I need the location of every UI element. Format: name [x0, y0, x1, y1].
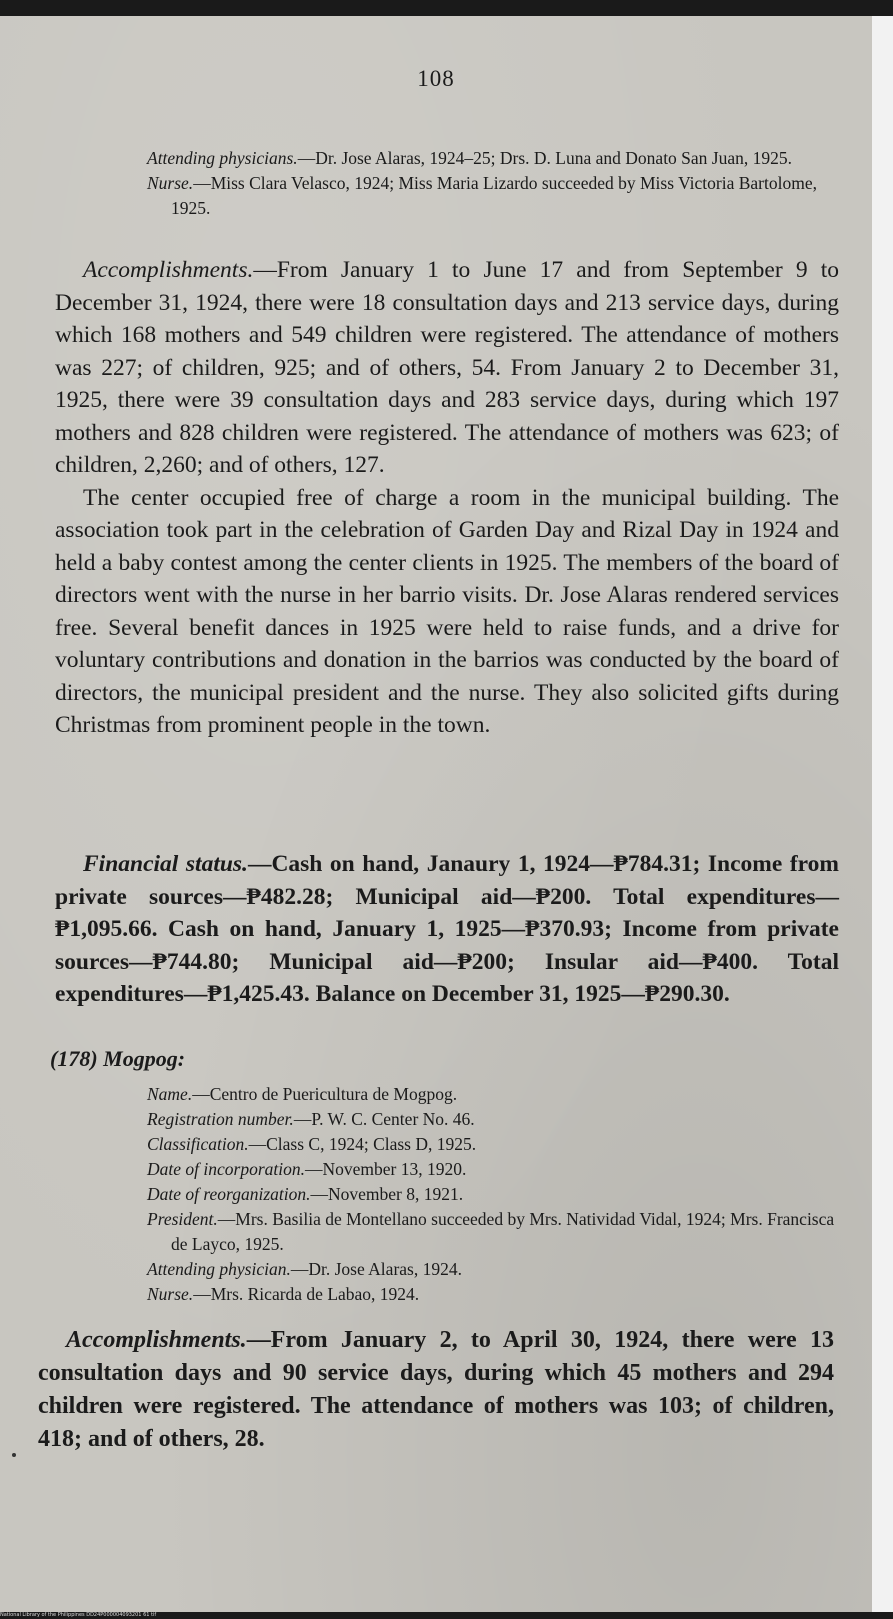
main-text-block-2 [38, 1324, 834, 1456]
detail-name [147, 1082, 837, 1107]
detail-text: —November 8, 1921. [310, 1184, 464, 1204]
center-paragraph: The center occupied free of charge a room in the municipal building. The association took part in the celebration of Garden Day and Rizal Day in 1924 and held a baby contest among the center clients in 1925. The members of the board of directors went with the nurse in her barrio visits. Dr. Jose Alaras rendered services free. Several benefit dances in 1925 were held to raise funds, and a drive for voluntary contributions and donation in the barrios was conducted by the board of directors, the municipal president and the nurse. They also solicited gifts during Christmas from prominent people in the town. [55, 484, 839, 738]
detail-label: Registration number. [147, 1109, 294, 1129]
detail-text: —Class C, 1924; Class D, 1925. [248, 1134, 477, 1154]
entry-label: Attending physicians. [147, 148, 298, 168]
paragraph-text: —From January 1 to June 17 and from September 9 to December 31, 1924, there were 18 consultation days and 213 service days, during which 168 mothers and 549 children were registered. The attendance of mothers was 227; of children, 925; and of others, 54. From January 2 to December 31, 1925, there were 39 consultation days and 283 service days, during which 197 mothers and 828 children were registered. The attendance of mothers was 623; of children, 2,260; and of others, 127. [55, 257, 839, 478]
detail-label: Classification. [147, 1134, 249, 1154]
staff-list-top [147, 146, 837, 221]
accomplishments-paragraph-2 [38, 1324, 834, 1456]
margin-dot [12, 1453, 16, 1457]
financial-status-block [55, 848, 839, 1011]
detail-label: Name. [147, 1084, 193, 1104]
main-text-block-1 [55, 254, 839, 742]
paragraph-text: —Cash on hand, Janaury 1, 1924—₱784.31; Income from private sources—₱482.28; Municipal aid—₱200. Total expenditures—₱1,095.66. Cash on hand, January 1, 1925—₱370.93; Income from private sources—₱744.80; Municipal aid—₱200; Insular aid—₱400. Total expenditures—₱1,425.43. Balance on December 31, 1925—₱290.30. [55, 851, 839, 1007]
detail-president [147, 1207, 837, 1257]
entry-text: —Miss Clara Velasco, 1924; Miss Maria Lizardo succeeded by Miss Victoria Bartolome, 1925. [171, 173, 817, 218]
entry-text: —Dr. Jose Alaras, 1924–25; Drs. D. Luna and Donato San Juan, 1925. [297, 148, 793, 168]
detail-label: Attending physician. [147, 1259, 291, 1279]
detail-text: —P. W. C. Center No. 46. [293, 1109, 475, 1129]
detail-label: Date of incorporation. [147, 1159, 305, 1179]
entry-label: Nurse. [147, 173, 194, 193]
paragraph-lead: Accomplishments. [66, 1327, 247, 1353]
detail-reorganization [147, 1182, 837, 1207]
scan-edge [872, 16, 893, 1612]
financial-status-paragraph [55, 848, 839, 1011]
detail-text: —Centro de Puericultura de Mogpog. [192, 1084, 458, 1104]
nurse-entry [147, 171, 837, 221]
detail-text: —Dr. Jose Alaras, 1924. [290, 1259, 462, 1279]
attending-physicians-entry [147, 146, 837, 171]
detail-text: —Mrs. Ricarda de Labao, 1924. [193, 1284, 420, 1304]
detail-text: —Mrs. Basilia de Montellano succeeded by Mrs. Natividad Vidal, 1924; Mrs. Francisca de Layco, 1925. [171, 1209, 835, 1254]
section-heading: (178) Mogpog: [50, 1046, 186, 1071]
scan-footer: National Library of the Philippines DD24P000004093201 61 tif [0, 1612, 157, 1618]
detail-physician [147, 1257, 837, 1282]
detail-incorporation [147, 1157, 837, 1182]
paragraph-lead: Financial status. [83, 851, 248, 877]
detail-label: Nurse. [147, 1284, 194, 1304]
detail-label: Date of reorganization. [147, 1184, 311, 1204]
detail-label: President. [147, 1209, 218, 1229]
detail-classification [147, 1132, 837, 1157]
accomplishments-paragraph [55, 254, 839, 482]
detail-text: —November 13, 1920. [304, 1159, 467, 1179]
detail-registration [147, 1107, 837, 1132]
detail-nurse [147, 1282, 837, 1307]
paragraph-text: —From January 2, to April 30, 1924, there were 13 consultation days and 90 service days, during which 45 mothers and 294 children were registered. The attendance of mothers was 103; of children, 418; and of others, 28. [38, 1327, 834, 1452]
mogpog-details [147, 1082, 837, 1307]
page-number: 108 [417, 66, 455, 91]
document-page [0, 16, 872, 1612]
paragraph-lead: Accomplishments. [83, 257, 254, 283]
